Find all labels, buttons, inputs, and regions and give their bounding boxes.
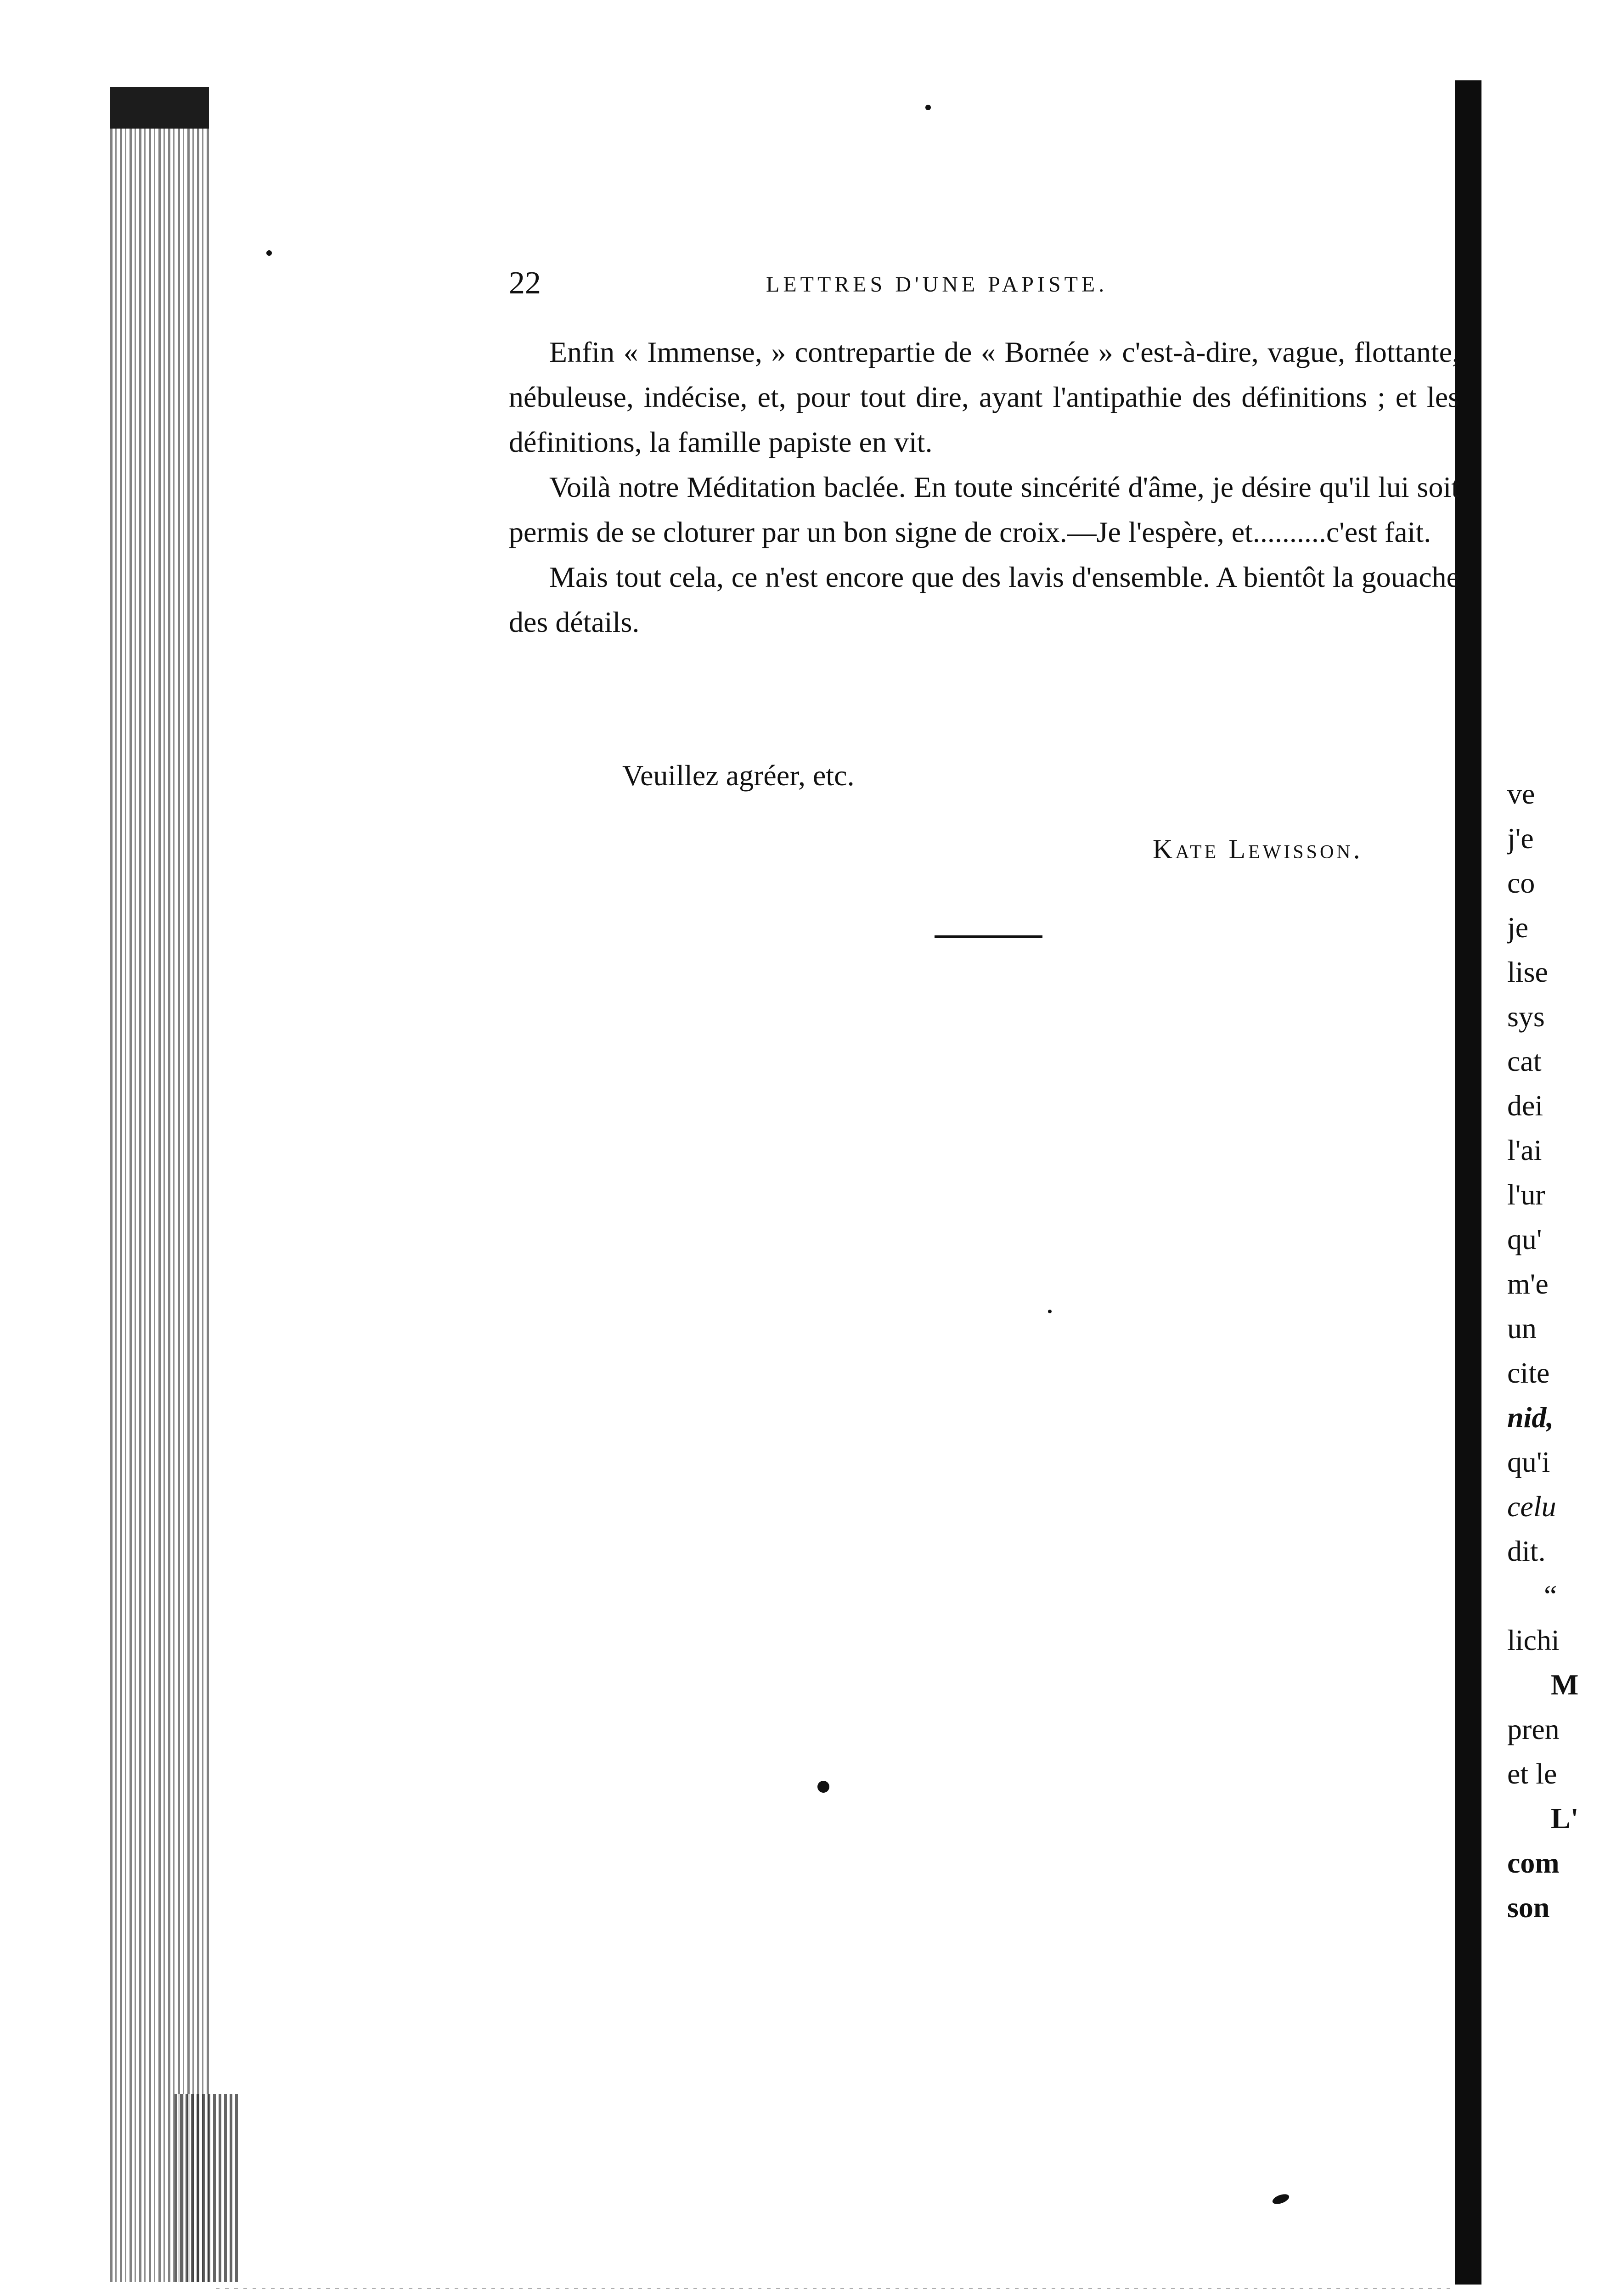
- fragment-line: lichi: [1507, 1624, 1560, 1656]
- ink-speck: [266, 250, 272, 256]
- fragment-line: un: [1507, 1312, 1537, 1345]
- fragment-line: son: [1507, 1891, 1550, 1924]
- fragment-line: co: [1507, 867, 1535, 899]
- paragraph: Voilà notre Méditation baclée. En toute sincérité d'âme, je désire qu'il lui soit permis de se cloturer par un bon signe de croix.—Je l'espère, et..........c'est fait.: [509, 471, 1459, 548]
- fragment-line: sys: [1507, 1000, 1545, 1033]
- binding-bottom-shadow: [175, 2094, 239, 2282]
- fragment-line: cat: [1507, 1045, 1542, 1077]
- fragment-line: cite: [1507, 1356, 1550, 1389]
- fragment-line: l'ur: [1507, 1178, 1545, 1211]
- ink-speck: [1048, 1310, 1052, 1313]
- page-header: [509, 263, 1436, 304]
- fragment-line: j'e: [1507, 822, 1534, 855]
- closing-line: Veuillez agréer, etc.: [622, 759, 855, 792]
- ink-speck: [925, 105, 931, 110]
- ink-speck: [1271, 2192, 1290, 2206]
- fragment-line: je: [1507, 911, 1529, 944]
- fragment-line: qu': [1507, 1223, 1542, 1255]
- body-text: [509, 330, 1459, 645]
- fragment-line: l'ai: [1507, 1134, 1542, 1166]
- paragraph: Enfin « Immense, » contrepartie de « Bornée » c'est-à-dire, vague, flottante, nébuleuse, indécise, et, pour tout dire, ayant l'antipathie des définitions ; et les définitions, la famille papiste en vit.: [509, 336, 1459, 458]
- ink-speck: [817, 1781, 829, 1793]
- page-number: 22: [509, 265, 541, 301]
- fragment-line: pren: [1507, 1713, 1560, 1745]
- running-title: LETTRES D'UNE PAPISTE.: [766, 272, 1108, 297]
- fragment-line: ve: [1507, 777, 1535, 810]
- facing-page-fragment: [1507, 771, 1622, 1930]
- fragment-line: L': [1551, 1802, 1579, 1835]
- binding-top-shadow: [110, 87, 209, 129]
- fragment-line: dit.: [1507, 1535, 1546, 1567]
- fragment-line: m'e: [1507, 1267, 1549, 1300]
- fragment-line: celu: [1507, 1490, 1556, 1523]
- book-binding: [110, 87, 209, 2282]
- signature: Kate Lewisson.: [1153, 834, 1363, 864]
- fragment-line: dei: [1507, 1089, 1543, 1122]
- fragment-line: qu'i: [1507, 1446, 1550, 1478]
- fragment-line: nid,: [1507, 1401, 1554, 1434]
- fragment-line: “: [1544, 1579, 1557, 1612]
- fragment-line: com: [1507, 1846, 1560, 1879]
- paragraph: Mais tout cela, ce n'est encore que des lavis d'ensemble. A bientôt la gouache des détails.: [509, 561, 1459, 638]
- fragment-line: lise: [1507, 956, 1548, 988]
- fragment-line: M: [1551, 1668, 1579, 1701]
- end-rule: [935, 935, 1042, 938]
- fragment-line: et le: [1507, 1757, 1557, 1790]
- scan-bottom-edge: [216, 2288, 1456, 2289]
